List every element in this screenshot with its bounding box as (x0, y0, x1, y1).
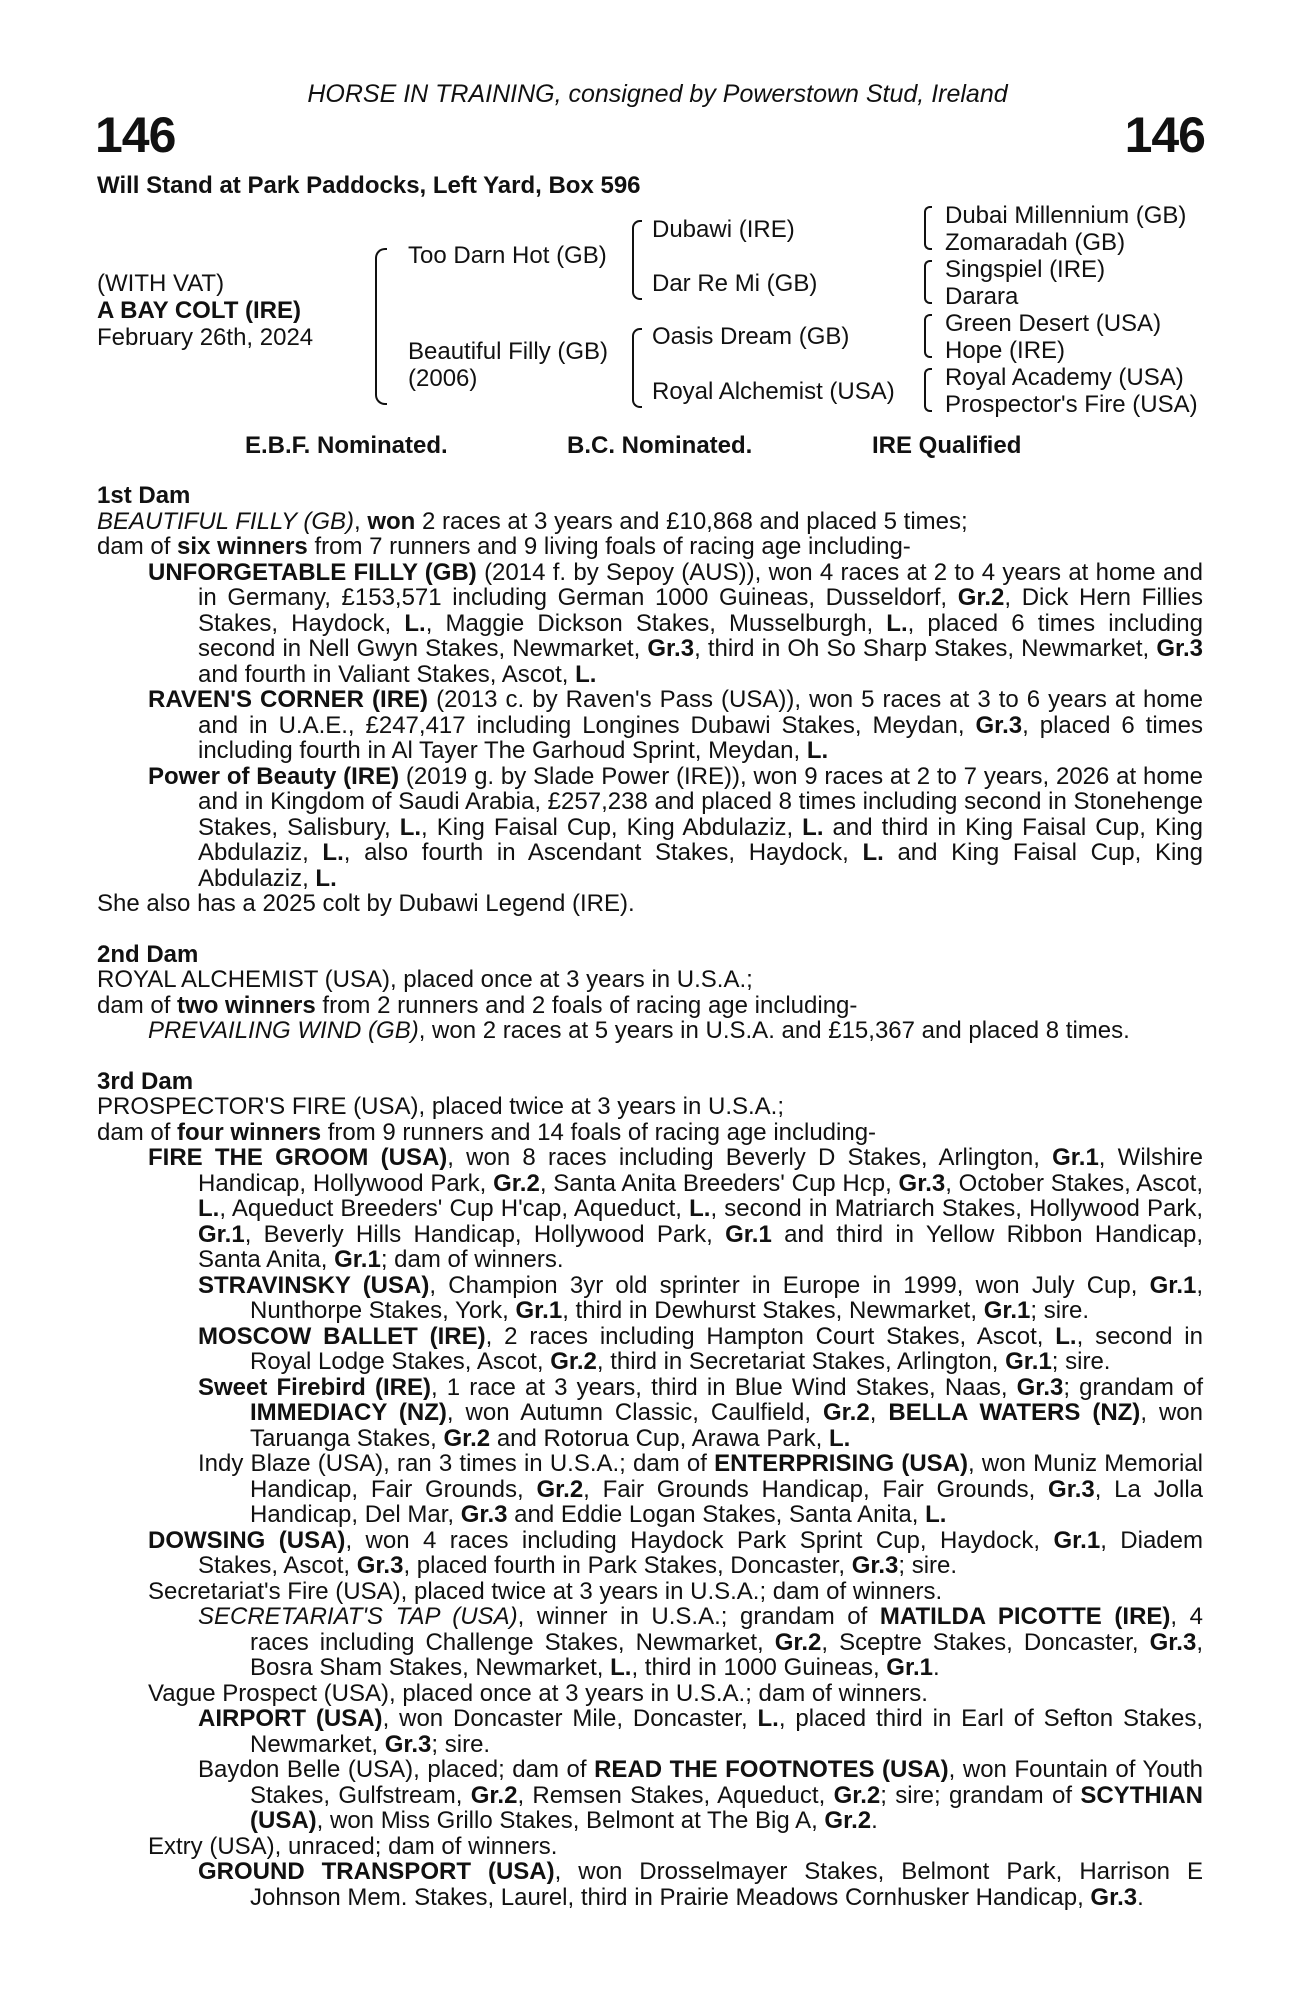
produce-entry: FIRE THE GROOM (USA), won 8 races including Beverly D Stakes, Arlington, Gr.1, Wilshire Handicap, Hollywood Park, Gr.2, Santa Anita Breeders' Cup Hcp, Gr.3, October Stakes, Ascot, L., Aqueduct Breeders' Cup H'cap, Aqueduct, L., second in Matriarch Stakes, Hollywood Park, Gr.1, Beverly Hills Handicap, Hollywood Park, Gr.1 and third in Yellow Ribbon Handicap, Santa Anita, Gr.1; dam of winners. (148, 1144, 1204, 1273)
first-dam-summary: BEAUTIFUL FILLY (GB), won 2 races at 3 years and £10,868 and placed 5 times; (97, 507, 968, 535)
produce-entry: PREVAILING WIND (GB), won 2 races at 5 years in U.S.A. and £15,367 and placed 8 times. (148, 1017, 1130, 1044)
pedigree-sds: Singspiel (IRE) (945, 256, 1106, 283)
pedigree-ssd: Zomaradah (GB) (945, 229, 1126, 256)
ebf-nominated: E.B.F. Nominated. (245, 432, 448, 459)
first-dam-also: She also has a 2025 colt by Dubawi Legend (IRE). (97, 890, 635, 917)
produce-entry: Extry (USA), unraced; dam of winners. (148, 1832, 558, 1860)
pedigree-brace-sd (924, 260, 932, 304)
pedigree-sire: Too Darn Hot (GB) (408, 242, 607, 269)
pedigree-dds: Royal Academy (USA) (945, 364, 1184, 391)
pedigree-sire-dam: Dar Re Mi (GB) (652, 270, 818, 297)
produce-entry: DOWSING (USA), won 4 races including Haydock Park Sprint Cup, Haydock, Gr.1, Diadem Stakes, Ascot, Gr.3, placed fourth in Park Stakes, Doncaster, Gr.3; sire. (148, 1526, 1203, 1579)
third-dam-summary: PROSPECTOR'S FIRE (USA), placed twice at 3 years in U.S.A.; (97, 1093, 785, 1120)
catalogue-body (97, 483, 1203, 1910)
pedigree-brace-dam (632, 328, 642, 408)
second-dam-heading: 2nd Dam (97, 940, 199, 968)
produce-entry: AIRPORT (USA), won Doncaster Mile, Doncaster, L., placed third in Earl of Sefton Stakes, Newmarket, Gr.3; sire. (198, 1705, 1203, 1758)
produce-entry: Vague Prospect (USA), placed once at 3 years in U.S.A.; dam of winners. (148, 1679, 928, 1707)
pedigree-sdd: Darara (945, 283, 1019, 310)
produce-entry: Baydon Belle (USA), placed; dam of READ THE FOOTNOTES (USA), won Fountain of Youth Stakes, Gulfstream, Gr.2, Remsen Stakes, Aqueduct, Gr.2; sire; grandam of SCYTHIAN (USA), won Miss Grillo Stakes, Belmont at The Big A, Gr.2. (198, 1756, 1204, 1834)
third-dam-produce-summary: dam of four winners from 9 runners and 14 foals of racing age including- (97, 1118, 877, 1146)
second-dam-produce-summary: dam of two winners from 2 runners and 2 foals of racing age including- (97, 991, 858, 1019)
first-dam-produce-summary: dam of six winners from 7 runners and 9 living foals of racing age including- (97, 533, 911, 560)
second-dam-summary: ROYAL ALCHEMIST (USA), placed once at 3 years in U.S.A.; (97, 966, 753, 993)
produce-entry: GROUND TRANSPORT (USA), won Drosselmayer Stakes, Belmont Park, Harrison E Johnson Mem. Stakes, Laurel, third in Prairie Meadows Cornhusker Handicap, Gr.3. (198, 1858, 1203, 1911)
stand-location: Will Stand at Park Paddocks, Left Yard, Box 596 (97, 172, 641, 199)
horse-dob: February 26th, 2024 (97, 324, 314, 351)
pedigree-dam-year: (2006) (408, 365, 478, 392)
vat-note: (WITH VAT) (97, 270, 225, 297)
pedigree-brace-ds (924, 314, 932, 358)
produce-entry: Power of Beauty (IRE) (2019 g. by Slade Power (IRE)), won 9 races at 2 to 7 years, 2026 at home and in Kingdom of Saudi Arabia, £257,238 and placed 8 times including second in Stonehenge Stakes, Salisbury, L., King Faisal Cup, King Abdulaziz, L. and third in King Faisal Cup, King Abdulaziz, L., also fourth in Ascendant Stakes, Haydock, L. and King Faisal Cup, King Abdulaziz, L. (148, 762, 1204, 892)
horse-name: A BAY COLT (IRE) (97, 297, 302, 324)
lot-number-left: 146 (95, 107, 176, 163)
pedigree-brace-sire (632, 220, 642, 300)
pedigree-brace-ss (924, 206, 932, 250)
pedigree-sss: Dubai Millennium (GB) (945, 202, 1187, 229)
bc-nominated: B.C. Nominated. (567, 432, 753, 459)
produce-entry: RAVEN'S CORNER (IRE) (2013 c. by Raven's Pass (USA)), won 5 races at 3 to 6 years at home and in U.A.E., £247,417 including Longines Dubawi Stakes, Meydan, Gr.3, placed 6 times including fourth in Al Tayer The Garhoud Sprint, Meydan, L. (148, 686, 1204, 764)
produce-entry: Secretariat's Fire (USA), placed twice at 3 years in U.S.A.; dam of winners. (148, 1577, 943, 1605)
produce-entry: SECRETARIAT'S TAP (USA), winner in U.S.A.; grandam of MATILDA PICOTTE (IRE), 4 races including Challenge Stakes, Newmarket, Gr.2, Sceptre Stakes, Doncaster, Gr.3, Bosra Sham Stakes, Newmarket, L., third in 1000 Guineas, Gr.1. (198, 1603, 1204, 1681)
pedigree-dam-sire: Oasis Dream (GB) (652, 323, 850, 350)
produce-entry: MOSCOW BALLET (IRE), 2 races including Hampton Court Stakes, Ascot, L., second in Royal Lodge Stakes, Ascot, Gr.2, third in Secretariat Stakes, Arlington, Gr.1; sire. (198, 1322, 1203, 1375)
first-dam-heading: 1st Dam (97, 482, 191, 509)
produce-entry: STRAVINSKY (USA), Champion 3yr old sprinter in Europe in 1999, won July Cup, Gr.1, Nunthorpe Stakes, York, Gr.1, third in Dewhurst Stakes, Newmarket, Gr.1; sire. (198, 1271, 1204, 1324)
pedigree-dsd: Hope (IRE) (945, 337, 1066, 364)
pedigree-ddd: Prospector's Fire (USA) (945, 391, 1198, 418)
pedigree-brace-main (375, 248, 387, 405)
lot-number-right: 146 (1124, 107, 1205, 163)
produce-entry: Indy Blaze (USA), ran 3 times in U.S.A.; dam of ENTERPRISING (USA), won Muniz Memorial Handicap, Fair Grounds, Gr.2, Fair Grounds Handicap, Fair Grounds, Gr.3, La Jolla Handicap, Del Mar, Gr.3 and Eddie Logan Stakes, Santa Anita, L. (198, 1450, 1204, 1528)
pedigree-brace-dd (924, 368, 932, 412)
third-dam-heading: 3rd Dam (97, 1067, 194, 1095)
pedigree-dam-dam: Royal Alchemist (USA) (652, 378, 895, 405)
pedigree-dss: Green Desert (USA) (945, 310, 1162, 337)
page-header-title: HORSE IN TRAINING, consigned by Powerstown Stud, Ireland (307, 80, 1008, 108)
produce-entry: UNFORGETABLE FILLY (GB) (2014 f. by Sepoy (AUS)), won 4 races at 2 to 4 years at home and in Germany, £153,571 including German 1000 Guineas, Dusseldorf, Gr.2, Dick Hern Fillies Stakes, Haydock, L., Maggie Dickson Stakes, Musselburgh, L., placed 6 times including second in Nell Gwyn Stakes, Newmarket, Gr.3, third in Oh So Sharp Stakes, Newmarket, Gr.3 and fourth in Valiant Stakes, Ascot, L. (148, 558, 1204, 688)
pedigree-dam: Beautiful Filly (GB) (408, 338, 609, 365)
pedigree-sire-sire: Dubawi (IRE) (652, 216, 795, 243)
ire-qualified: IRE Qualified (872, 432, 1022, 459)
produce-entry: Sweet Firebird (IRE), 1 race at 3 years, third in Blue Wind Stakes, Naas, Gr.3; grandam of IMMEDIACY (NZ), won Autumn Classic, Caulfield, Gr.2, BELLA WATERS (NZ), won Taruanga Stakes, Gr.2 and Rotorua Cup, Arawa Park, L. (198, 1373, 1203, 1452)
